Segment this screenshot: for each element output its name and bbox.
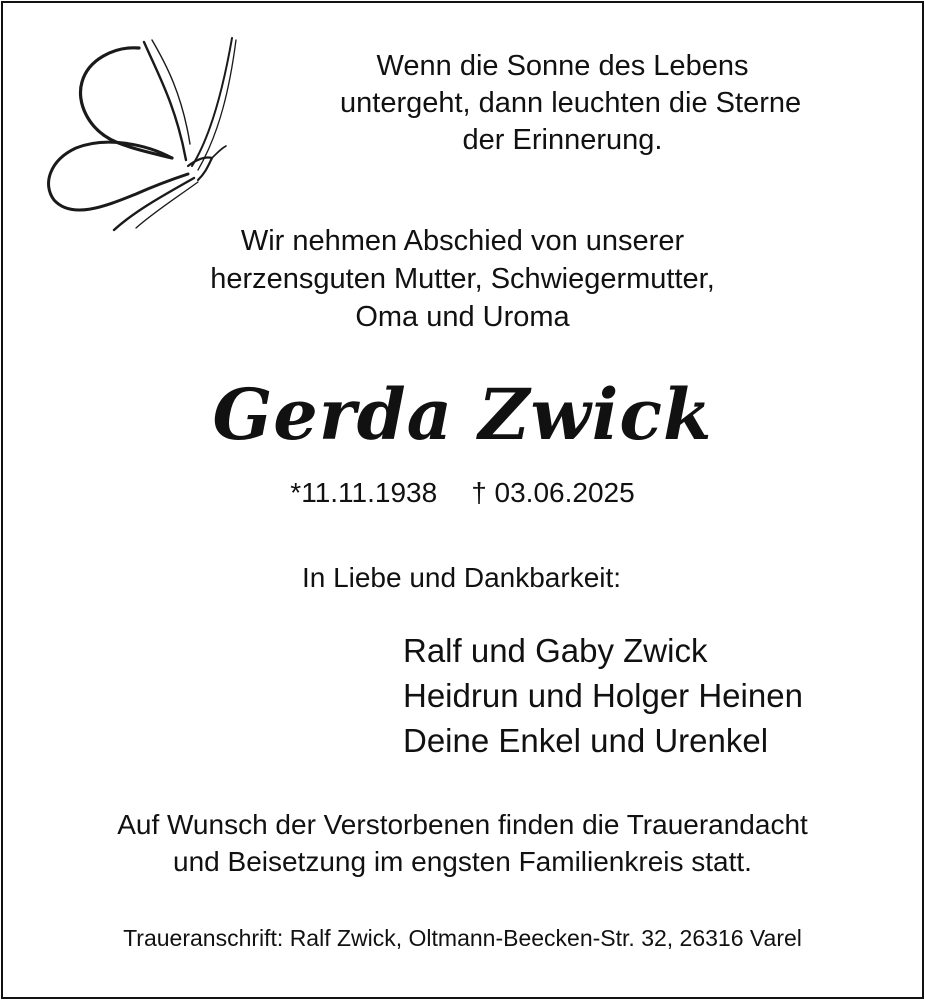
motto-line: Wenn die Sonne des Lebens <box>376 50 749 82</box>
butterfly-icon <box>36 34 241 234</box>
mourner-name: Ralf und Gaby Zwick <box>403 632 708 669</box>
motto-text <box>340 48 802 159</box>
note-line: Auf Wunsch der Verstorbenen finden die Trauerandacht <box>117 809 808 840</box>
mourners-list <box>403 628 803 763</box>
motto-line: untergeht, dann leuchten die Sterne <box>340 87 802 119</box>
note-line: und Beisetzung im engsten Familienkreis statt. <box>173 846 752 877</box>
mourners-intro <box>0 560 925 596</box>
farewell-intro <box>130 222 795 336</box>
death-date: † 03.06.2025 <box>471 477 635 508</box>
mourner-name: Deine Enkel und Urenkel <box>403 722 769 759</box>
intro-line: herzensguten Mutter, Schwiegermutter, <box>210 263 715 295</box>
life-dates <box>0 475 925 511</box>
deceased-name: Gerda Zwick <box>212 373 713 456</box>
funeral-note <box>0 806 925 880</box>
mourning-address: Traueranschrift: Ralf Zwick, Oltmann-Beecken-Str. 32, 26316 Varel <box>123 925 802 951</box>
mourner-name: Heidrun und Holger Heinen <box>403 677 803 714</box>
intro-line: Oma und Uroma <box>355 301 570 333</box>
birth-date: *11.11.1938 <box>290 477 438 508</box>
mourners-intro-text: In Liebe und Dankbarkeit: <box>301 562 622 593</box>
intro-line: Wir nehmen Abschied von unserer <box>240 225 685 257</box>
motto-line: der Erinnerung. <box>462 124 663 156</box>
